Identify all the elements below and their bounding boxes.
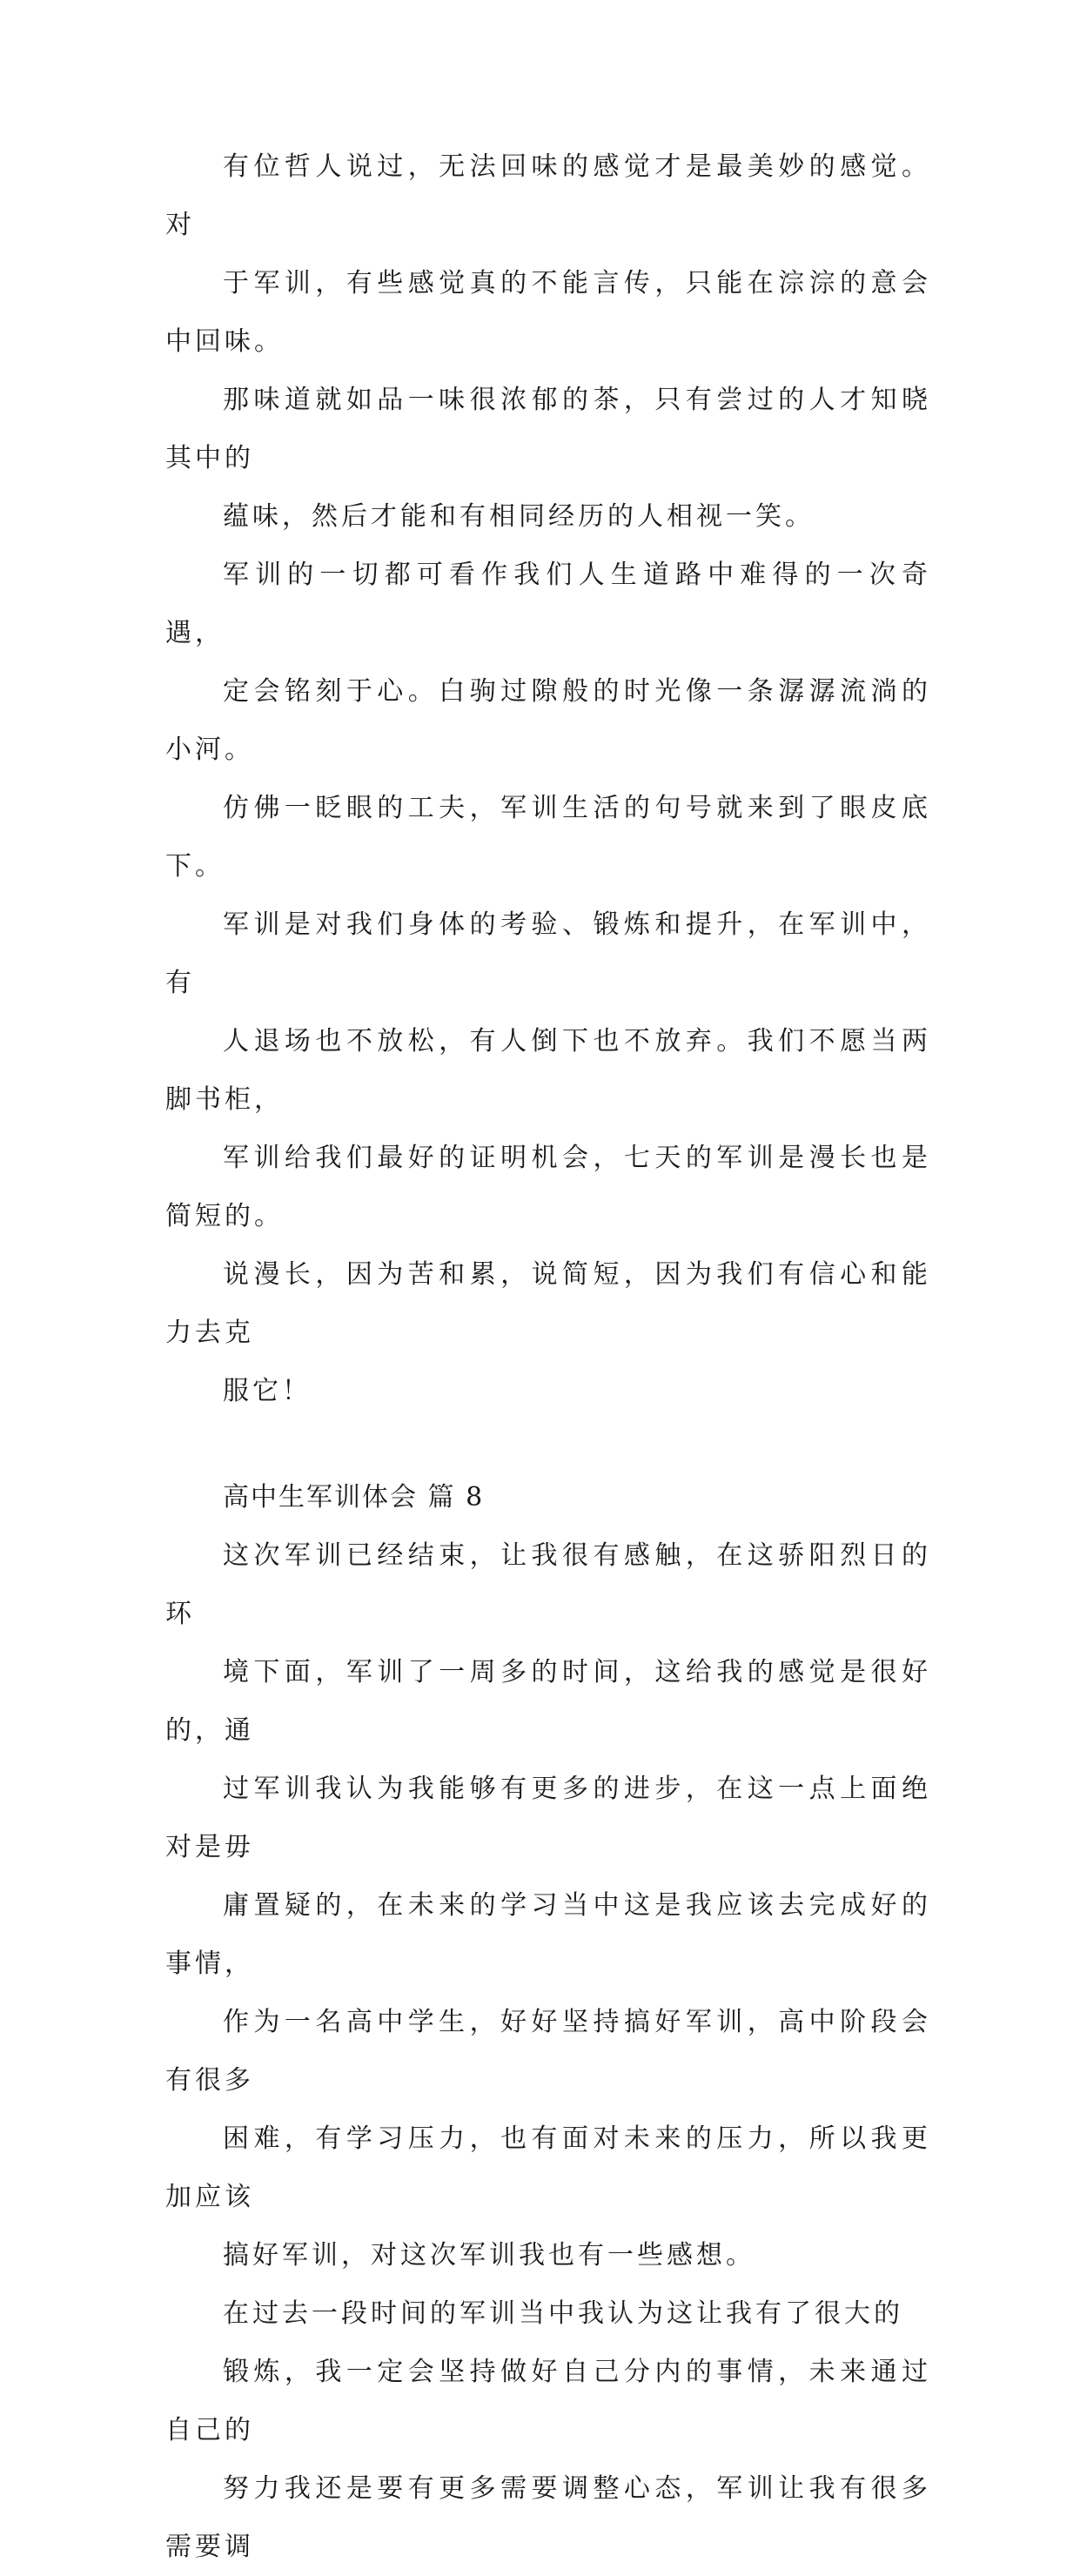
paragraph-past-training [165, 2284, 931, 2576]
paragraph-test [165, 896, 931, 1420]
paragraph-philosopher [165, 138, 931, 546]
paragraph-training-ended [165, 1526, 931, 2284]
text-line: 仿佛一眨眼的工夫，军训生活的句号就来到了眼皮底下。 [165, 793, 931, 882]
section-spacer [165, 1420, 931, 1468]
text-line: 人退场也不放松，有人倒下也不放弃。我们不愿当两脚书柜， [165, 1026, 931, 1115]
text-line: 努力我还是要有更多需要调整心态，军训让我有很多需要调 [165, 2473, 931, 2562]
text-line: 过军训我认为我能够有更多的进步，在这一点上面绝对是毋 [165, 1774, 931, 1862]
text-line: 有位哲人说过，无法回味的感觉才是最美妙的感觉。对 [165, 151, 931, 240]
text-line: 军训给我们最好的证明机会，七天的军训是漫长也是简短的。 [165, 1143, 931, 1231]
text-line: 庸置疑的，在未来的学习当中这是我应该去完成好的事情， [165, 1890, 931, 1979]
text-line: 这次军训已经结束，让我很有感触，在这骄阳烈日的环 [165, 1540, 931, 1629]
text-line: 境下面，军训了一周多的时间，这给我的感觉是很好的，通 [165, 1657, 931, 1746]
text-line: 说漫长，因为苦和累，说简短，因为我们有信心和能力去克 [165, 1259, 931, 1348]
text-line: 作为一名高中学生，好好坚持搞好军训，高中阶段会有很多 [165, 2007, 931, 2096]
text-line: 定会铭刻于心。白驹过隙般的时光像一条潺潺流淌的小河。 [165, 676, 931, 765]
text-line: 军训的一切都可看作我们人生道路中难得的一次奇遇， [165, 560, 931, 648]
section-title: 高中生军训体会 篇 8 [223, 1482, 485, 1513]
text-line: 服它！ [223, 1376, 312, 1406]
text-line: 军训是对我们身体的考验、锻炼和提升，在军训中，有 [165, 909, 931, 998]
text-line: 困难，有学习压力，也有面对未来的压力，所以我更加应该 [165, 2123, 931, 2212]
text-line: 锻炼，我一定会坚持做好自己分内的事情，未来通过自己的 [165, 2357, 931, 2445]
text-line: 于军训，有些感觉真的不能言传，只能在淙淙的意会中回味。 [165, 268, 931, 357]
text-line: 在过去一段时间的军训当中我认为这让我有了很大的 [223, 2298, 903, 2329]
document-body [165, 138, 931, 2576]
text-line: 那味道就如品一味很浓郁的茶，只有尝过的人才知晓其中的 [165, 385, 931, 473]
paragraph-encounter [165, 546, 931, 896]
text-line: 搞好军训，对这次军训我也有一些感想。 [223, 2240, 755, 2271]
text-line: 蕴味，然后才能和有相同经历的人相视一笑。 [223, 501, 815, 532]
